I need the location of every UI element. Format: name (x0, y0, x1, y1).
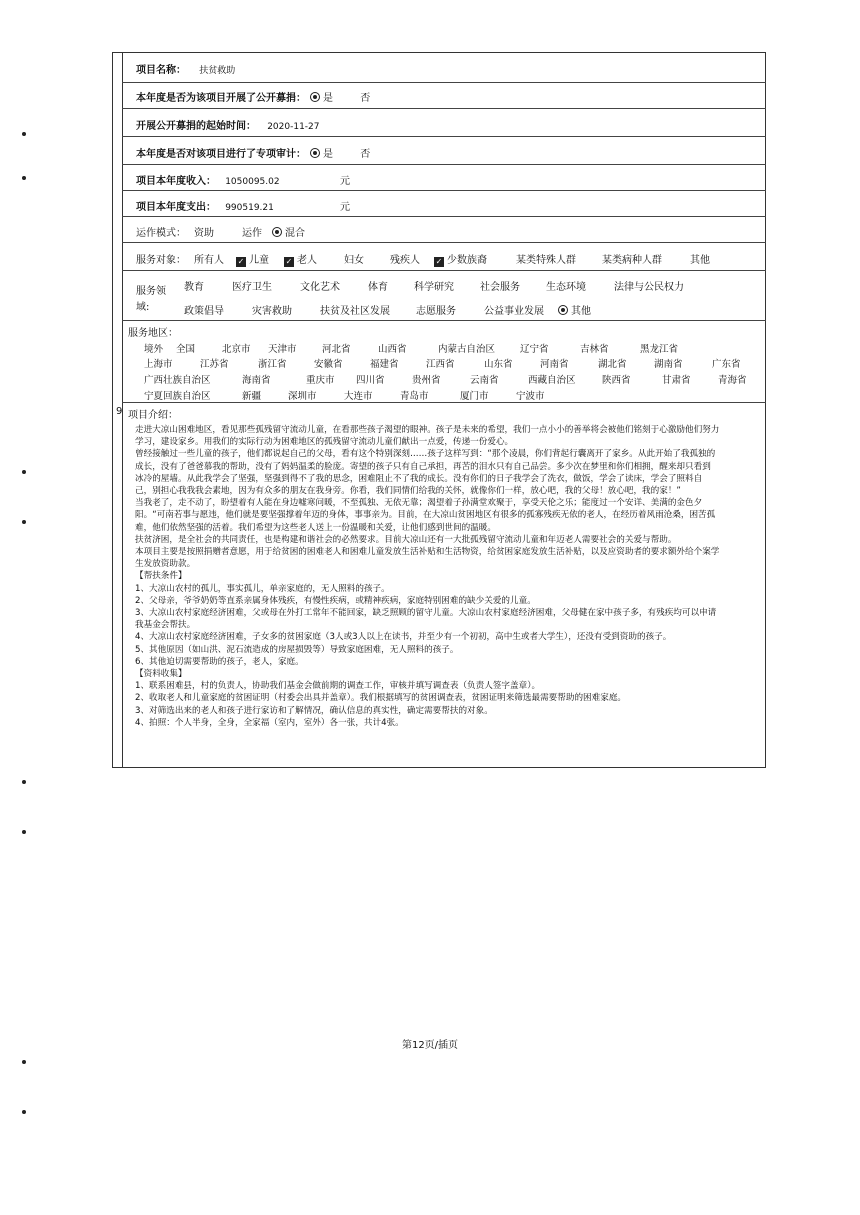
region-item[interactable]: 贵州省 (412, 375, 441, 386)
region-item[interactable]: 北京市 (222, 344, 251, 355)
intro-line: 2、父母亲，爷爷奶奶等直系亲属身体残疾，有慢性疾病，或精神疾病，家庭特别困难的缺少关爱的儿童。 (135, 595, 536, 606)
field-other-radio[interactable] (558, 305, 568, 315)
intro-line: 4、大凉山农村家庭经济困难，子女多的贫困家庭（3人或3人以上在读书，并至少有一个初初，高中生或者大学生），还没有受到资助的孩子。 (135, 632, 672, 643)
service-all[interactable]: 所有人 (194, 255, 224, 266)
expense-value: 990519.21 (225, 203, 274, 213)
service-elderly[interactable] (284, 251, 317, 267)
region-item[interactable]: 内蒙古自治区 (438, 344, 496, 355)
service-other[interactable]: 其他 (690, 255, 710, 266)
row-expense (122, 190, 766, 217)
field-education[interactable]: 教育 (184, 282, 204, 293)
scan-dot (22, 132, 26, 136)
field-public-welfare[interactable]: 公益事业发展 (484, 306, 544, 317)
row-audit (122, 136, 766, 165)
intro-line: 4、拍照：个人半身，全身，全家福（室内，室外）各一张，共计4张。 (135, 717, 404, 728)
field-label-1: 服务领 (136, 286, 166, 297)
region-item[interactable]: 四川省 (356, 375, 385, 386)
expense-unit: 元 (340, 202, 350, 213)
region-item[interactable]: 全国 (176, 344, 196, 355)
field-sports[interactable]: 体育 (368, 282, 388, 293)
scan-dot (22, 1060, 26, 1064)
region-item[interactable]: 山西省 (378, 344, 407, 355)
region-item[interactable]: 广西壮族自治区 (144, 375, 211, 386)
intro-line: 走进大凉山困难地区，看见那些孤残留守流动儿童，在看那些孩子渴望的眼神。孩子是未来的希望，我们一点小小的善举将会被他们铭刻于心激励他们努力 (135, 425, 720, 435)
region-label: 服务地区： (128, 328, 178, 339)
field-other[interactable] (554, 302, 591, 317)
region-item[interactable]: 甘肃省 (662, 375, 691, 386)
audit-no-label: 否 (360, 149, 371, 160)
service-disease-group[interactable]: 某类病种人群 (602, 255, 662, 266)
region-item[interactable]: 浙江省 (258, 359, 287, 370)
region-item[interactable]: 青海省 (718, 375, 747, 386)
row-service-fields (122, 270, 766, 321)
intro-line: 本项目主要是按照捐赠者意愿，用于给贫困的困难老人和困难儿童发放生活补贴和生活物资，给贫困家庭发放生活补贴，以及应资助者的要求额外给个案学 (135, 547, 720, 558)
fundraise-label: 本年度是否为该项目开展了公开募捐： (136, 93, 306, 104)
intro-line: 难，他们依然坚强的活着。我们希望为这些老人送上一份温暖和关爱，让他们感到世间的温暖。 (135, 522, 496, 533)
intro-line: 冰冷的屋墙。从此我学会了坚强，坚强到得不了我的思念，困难阻止不了我的成长。没有你们的日子我学会了洗衣，做饭，学会了读床，学会了照料自 (135, 473, 703, 484)
project-introduction (135, 424, 755, 729)
field-other-label: 其他 (571, 306, 591, 317)
income-unit: 元 (340, 176, 350, 187)
region-item[interactable]: 安徽省 (314, 359, 343, 370)
row-income (122, 164, 766, 191)
page-number: 第12页/插页 (401, 1040, 459, 1051)
service-label: 服务对象： (136, 255, 186, 266)
fundraise-yes-label: 是 (323, 93, 333, 104)
checkbox-checked-icon: ✓ (237, 257, 245, 266)
scan-dot (22, 176, 26, 180)
service-disabled[interactable]: 残疾人 (390, 255, 420, 266)
intro-line: 3、大凉山农村家庭经济困难，父或母在外打工常年不能回家，缺乏照顾的留守儿童。大凉山农村家庭经济困难，父母健在家中孩子多，有残疾均可以申请 (135, 608, 717, 619)
field-law[interactable]: 法律与公民权力 (614, 282, 684, 293)
row-operation-mode (122, 216, 766, 243)
intro-line: 3、对筛选出来的老人和孩子进行家访和了解情况，确认信息的真实性，确定需要帮扶的对象。 (135, 705, 493, 716)
row-service-targets (122, 242, 766, 271)
region-item[interactable]: 黑龙江省 (640, 344, 679, 355)
scan-dot (22, 520, 26, 524)
intro-line: 我基金会帮扶。 (135, 620, 196, 631)
expense-label: 项目本年度支出： (136, 202, 216, 213)
mode-option-mixed[interactable] (268, 224, 305, 239)
service-children-label: 儿童 (249, 255, 269, 266)
field-policy[interactable]: 政策倡导 (184, 306, 224, 317)
region-item[interactable]: 上海市 (144, 359, 173, 370)
intro-line: 1、大凉山农村的孤儿，事实孤儿，单亲家庭的，无人照料的孩子。 (135, 583, 390, 594)
scan-dot (22, 470, 26, 474)
start-date-label: 开展公开募捐的起始时间： (136, 121, 256, 132)
intro-line: 1、联系困难县，村的负责人，协助我们基金会做前期的调查工作，审核并填写调查表（负责人签字盖章）。 (135, 681, 541, 692)
intro-line: 曾经接触过一些儿童的孩子，他们都说起自己的父母，看有这个特别深刻……孩子这样写到：“那个凌晨，你们背起行囊离开了家乡。从此开始了我孤独的 (135, 449, 716, 460)
start-date-value: 2020-11-27 (267, 122, 320, 132)
audit-yes-radio[interactable] (310, 148, 320, 158)
region-item[interactable]: 重庆市 (306, 375, 335, 386)
field-volunteer[interactable]: 志愿服务 (416, 306, 456, 317)
region-item[interactable]: 云南省 (470, 375, 499, 386)
fundraise-no-label: 否 (360, 93, 371, 104)
region-item[interactable]: 江西省 (426, 359, 455, 370)
intro-line: 6、其他迫切需要帮助的孩子，老人，家庭。 (135, 656, 304, 667)
field-research[interactable]: 科学研究 (414, 282, 454, 293)
region-item[interactable]: 宁波市 (516, 391, 545, 402)
service-women[interactable]: 妇女 (344, 255, 364, 266)
intro-line: 生发放资助款。 (135, 559, 196, 570)
project-name-label: 项目名称： (136, 65, 186, 76)
row-number: 9 (116, 406, 123, 417)
checkbox-checked-icon: ✓ (435, 257, 443, 266)
field-social-service[interactable]: 社会服务 (480, 282, 520, 293)
intro-line: 学习，建设家乡。用我们的实际行动为困难地区的孤残留守流动儿童们献出一点爱，传递一份爱心。 (135, 437, 514, 448)
service-special-group[interactable]: 某类特殊人群 (516, 255, 576, 266)
scan-dot (22, 780, 26, 784)
region-item[interactable]: 福建省 (370, 359, 399, 370)
region-item[interactable]: 海南省 (242, 375, 271, 386)
field-poverty[interactable]: 扶贫及社区发展 (320, 306, 390, 317)
field-culture[interactable]: 文化艺术 (300, 282, 340, 293)
service-minority[interactable] (434, 251, 487, 267)
intro-line: 当我老了，走不动了，盼望着有人能在身边嘘寒问暖，不至孤独、无依无靠；渴望着子孙满堂欢聚于，享受天伦之乐；能度过一个安详、美满的金色夕 (135, 498, 703, 509)
service-elderly-label: 老人 (297, 255, 317, 266)
audit-yes-label: 是 (323, 149, 333, 160)
mode-mixed-radio[interactable] (272, 227, 282, 237)
field-medical[interactable]: 医疗卫生 (232, 282, 272, 293)
row-start-date (122, 108, 766, 137)
region-item[interactable]: 深圳市 (288, 391, 317, 402)
region-item[interactable]: 吉林省 (580, 344, 609, 355)
scan-dot (22, 830, 26, 834)
audit-label: 本年度是否对该项目进行了专项审计： (136, 149, 306, 160)
region-item[interactable]: 广东省 (712, 359, 741, 370)
project-name-value: 扶贫救助 (199, 66, 236, 76)
service-minority-label: 少数族裔 (447, 255, 487, 266)
region-item[interactable]: 厦门市 (460, 391, 489, 402)
region-item[interactable]: 大连市 (344, 391, 373, 402)
region-item[interactable]: 山东省 (484, 359, 513, 370)
region-item[interactable]: 陕西省 (602, 375, 631, 386)
mode-mixed-label: 混合 (285, 228, 305, 239)
row-project-name (122, 52, 766, 83)
field-label-2: 域: (136, 302, 150, 313)
intro-line: 【资料收集】 (135, 669, 187, 680)
income-value: 1050095.02 (225, 177, 280, 187)
mode-option-fund[interactable]: 资助 (194, 228, 214, 239)
region-item[interactable]: 河北省 (322, 344, 351, 355)
region-item[interactable]: 青岛市 (400, 391, 429, 402)
region-item[interactable]: 新疆 (242, 391, 262, 402)
row-public-fundraising (122, 82, 766, 109)
intro-line: 阳。“可南若事与愿违，他们就是要坚强撑着年迈的身体，事事亲为。目前，在大凉山贫困地区有很多的孤寡残疾无依的老人，在经历着风雨沧桑，困苦孤 (135, 510, 716, 521)
region-item[interactable]: 天津市 (268, 344, 297, 355)
intro-label: 项目介绍： (128, 410, 178, 421)
intro-line: 己，别担心我我我会素地，因为有众多的朋友在我身旁。你看，我们同情们给我的关怀，就像你们一样，放心吧，我的父母！放心吧，我的家！” (135, 486, 681, 497)
region-item[interactable]: 河南省 (540, 359, 569, 370)
service-children[interactable] (236, 251, 269, 267)
fundraise-yes-radio[interactable] (310, 92, 320, 102)
intro-line: 【帮扶条件】 (135, 571, 187, 582)
region-item[interactable]: 江苏省 (200, 359, 229, 370)
scan-dot (22, 1110, 26, 1114)
region-item[interactable]: 宁夏回族自治区 (144, 391, 211, 402)
mode-option-operate[interactable]: 运作 (242, 228, 262, 239)
region-item[interactable]: 湖北省 (598, 359, 627, 370)
field-ecology[interactable]: 生态环境 (546, 282, 586, 293)
region-item[interactable]: 境外 (144, 344, 164, 355)
region-item[interactable]: 湖南省 (654, 359, 683, 370)
intro-line: 2、收取老人和儿童家庭的贫困证明（村委会出具并盖章）。我们根据填写的贫困调查表，贫困证明来筛选最需要帮助的困难家庭。 (135, 693, 627, 704)
field-disaster[interactable]: 灾害救助 (252, 306, 292, 317)
checkbox-checked-icon: ✓ (285, 257, 293, 266)
intro-line: 5、其他原因（如山洪、泥石流造成的房屋损毁等）导致家庭困难，无人照料的孩子。 (135, 644, 459, 655)
intro-line: 扶贫济困，是全社会的共同责任，也是构建和谐社会的必然要求。目前大凉山还有一大批孤残留守流动儿童和年迈老人需要社会的关爱与帮助。 (135, 534, 677, 545)
region-item[interactable]: 西藏自治区 (528, 375, 576, 386)
intro-line: 成长，没有了爸爸慕我的帮助，没有了妈妈温柔的脸庞。寄望的孩子只有自己承担，再苦的泪水只有自己品尝。多少次在梦里和你们相拥，醒来却只看到 (135, 461, 711, 472)
region-item[interactable]: 辽宁省 (520, 344, 549, 355)
income-label: 项目本年度收入： (136, 176, 216, 187)
mode-label: 运作模式： (136, 228, 186, 239)
